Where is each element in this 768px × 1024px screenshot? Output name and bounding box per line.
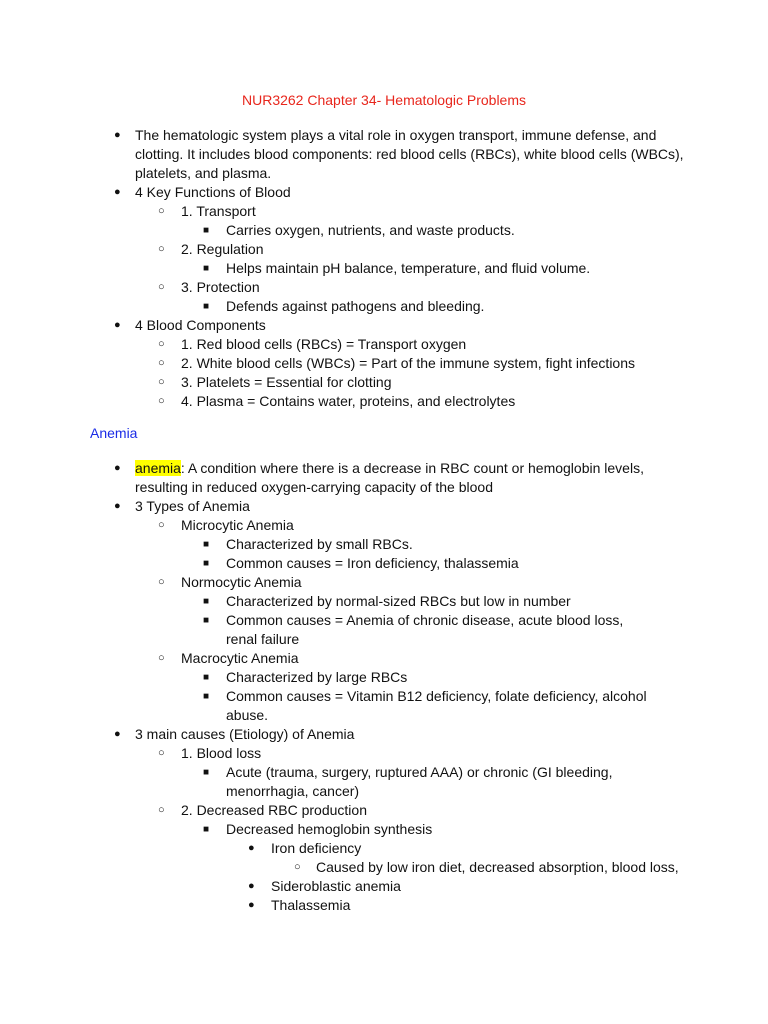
bullet-disc-icon: ● [248, 899, 255, 911]
bullet-circle-icon: ○ [158, 338, 165, 350]
list-item-text: Sideroblastic anemia [271, 878, 401, 894]
list-item [0, 354, 768, 373]
list-item [0, 668, 768, 687]
list-item-text: 1. Blood loss [181, 745, 262, 761]
list-item-text: Acute (trauma, surgery, ruptured AAA) or chronic (GI bleeding, menorrhagia, cancer) [226, 764, 613, 799]
list-item-text: Carries oxygen, nutrients, and waste products. [226, 222, 515, 238]
list-item [0, 649, 768, 668]
list-item-text: Defends against pathogens and bleeding. [226, 298, 485, 314]
list-item [0, 573, 768, 592]
list-item [0, 554, 768, 573]
list-item [0, 801, 768, 820]
bullet-circle-icon: ○ [158, 747, 165, 759]
document-title: NUR3262 Chapter 34- Hematologic Problems [241, 92, 527, 108]
list-item-text: Characterized by normal-sized RBCs but low in number [226, 593, 571, 609]
bullet-square-icon: ■ [203, 539, 210, 550]
list-item [0, 535, 768, 554]
list-item-text: Common causes = Vitamin B12 deficiency, folate deficiency, alcohol abuse. [226, 688, 647, 723]
list-item-text: Characterized by large RBCs [226, 669, 408, 685]
list-item [0, 459, 768, 497]
highlighted-term: anemia [135, 460, 181, 476]
list-item [0, 744, 768, 763]
bullet-square-icon: ■ [203, 672, 210, 683]
list-item-text: 4 Key Functions of Blood [135, 184, 291, 200]
bullet-disc-icon: ● [114, 186, 121, 198]
bullet-circle-icon: ○ [158, 205, 165, 217]
bullet-circle-icon: ○ [158, 243, 165, 255]
bullet-circle-icon: ○ [158, 652, 165, 664]
list-item-text: 1. Transport [181, 203, 256, 219]
list-item [0, 763, 768, 801]
list-item-text: Microcytic Anemia [181, 517, 294, 533]
list-item [0, 297, 768, 316]
list-item-text: Normocytic Anemia [181, 574, 302, 590]
bullet-disc-icon: ● [114, 728, 121, 740]
list-item [0, 896, 768, 915]
list-item [0, 611, 768, 649]
list-item [0, 202, 768, 221]
bullet-circle-icon: ○ [294, 861, 301, 873]
list-item-text: Decreased hemoglobin synthesis [226, 821, 433, 837]
bullet-disc-icon: ● [114, 462, 121, 474]
list-item-text: Thalassemia [271, 897, 351, 913]
list-item [0, 183, 768, 202]
bullet-square-icon: ■ [203, 767, 210, 778]
bullet-circle-icon: ○ [158, 281, 165, 293]
list-item-text: Macrocytic Anemia [181, 650, 299, 666]
bullet-disc-icon: ● [114, 500, 121, 512]
bullet-square-icon: ■ [203, 558, 210, 569]
list-item-text: 2. Decreased RBC production [181, 802, 367, 818]
list-item-text: The hematologic system plays a vital role in oxygen transport, immune defense, and clotting. It includes blood components: red blood cells (RBCs), white blood cells (WBCs), platelets, and plasma. [135, 127, 684, 181]
list-item [0, 335, 768, 354]
list-item [0, 392, 768, 411]
list-item-text: 4. Plasma = Contains water, proteins, and electrolytes [181, 393, 516, 409]
list-item-text: 2. White blood cells (WBCs) = Part of the immune system, fight infections [181, 355, 636, 371]
bullet-circle-icon: ○ [158, 357, 165, 369]
bullet-square-icon: ■ [203, 615, 210, 626]
bullet-square-icon: ■ [203, 301, 210, 312]
anemia-list [0, 459, 768, 915]
list-item [0, 497, 768, 516]
bullet-square-icon: ■ [203, 691, 210, 702]
list-item [0, 278, 768, 297]
bullet-circle-icon: ○ [158, 376, 165, 388]
list-item [0, 725, 768, 744]
bullet-square-icon: ■ [203, 596, 210, 607]
list-item [0, 839, 768, 858]
intro-list [0, 126, 768, 411]
list-item-text: Common causes = Iron deficiency, thalassemia [226, 555, 519, 571]
list-item-text: Iron deficiency [271, 840, 362, 856]
bullet-disc-icon: ● [248, 880, 255, 892]
list-item [0, 516, 768, 535]
bullet-disc-icon: ● [114, 129, 121, 141]
list-item [0, 687, 768, 725]
list-item [0, 126, 768, 183]
list-item [0, 316, 768, 335]
bullet-disc-icon: ● [248, 842, 255, 854]
list-item [0, 259, 768, 278]
list-item-text: 3 main causes (Etiology) of Anemia [135, 726, 355, 742]
list-item-text: 4 Blood Components [135, 317, 266, 333]
list-item-text: 3 Types of Anemia [135, 498, 250, 514]
definition-text: : A condition where there is a decrease in RBC count or hemoglobin levels, resulting in reduced oxygen-carrying capacity of the blood [135, 460, 644, 495]
list-item-text: Characterized by small RBCs. [226, 536, 413, 552]
bullet-square-icon: ■ [203, 263, 210, 274]
list-item-text: Caused by low iron diet, decreased absorption, blood loss, [316, 859, 679, 875]
bullet-circle-icon: ○ [158, 519, 165, 531]
bullet-circle-icon: ○ [158, 576, 165, 588]
list-item [0, 240, 768, 259]
bullet-square-icon: ■ [203, 824, 210, 835]
list-item-text: 2. Regulation [181, 241, 264, 257]
bullet-circle-icon: ○ [158, 804, 165, 816]
list-item [0, 221, 768, 240]
list-item [0, 858, 768, 877]
bullet-disc-icon: ● [114, 319, 121, 331]
list-item [0, 877, 768, 896]
list-item [0, 820, 768, 839]
bullet-square-icon: ■ [203, 225, 210, 236]
list-item [0, 373, 768, 392]
list-item-text: 3. Protection [181, 279, 260, 295]
list-item-text: Common causes = Anemia of chronic disease, acute blood loss, renal failure [226, 612, 624, 647]
section-heading-anemia: Anemia [90, 425, 138, 441]
list-item-text: 1. Red blood cells (RBCs) = Transport oxygen [181, 336, 467, 352]
list-item [0, 592, 768, 611]
bullet-circle-icon: ○ [158, 395, 165, 407]
list-item-text [135, 459, 695, 497]
list-item-text: Helps maintain pH balance, temperature, and fluid volume. [226, 260, 591, 276]
list-item-text: 3. Platelets = Essential for clotting [181, 374, 392, 390]
